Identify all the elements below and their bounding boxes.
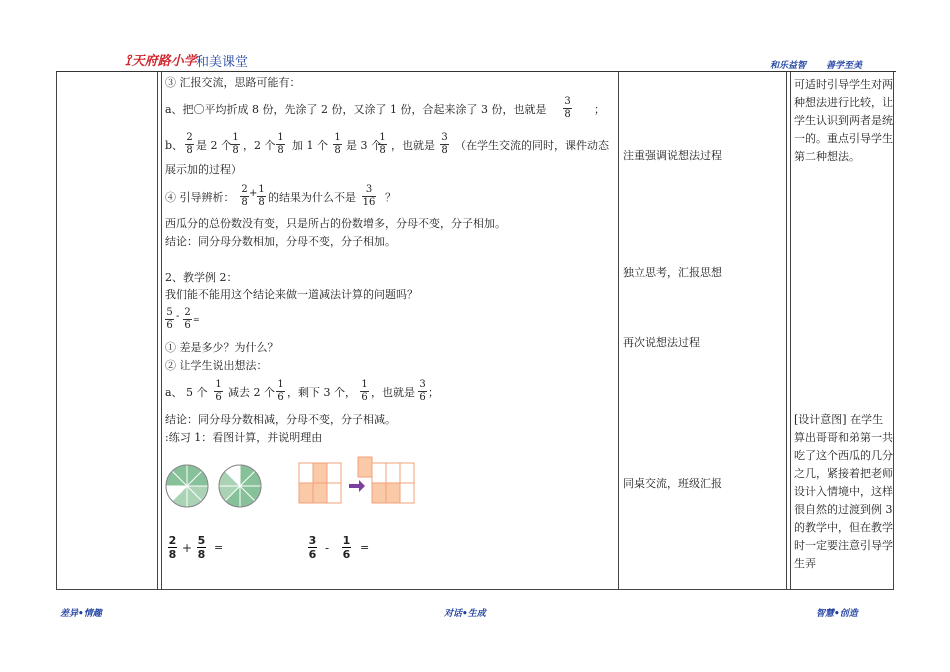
line-guide-discuss: ④ 引导辨析： [165,191,235,204]
line-conclusion-add: 结论：同分母分数相加，分母不变，分子相加。 [165,235,396,248]
table-divider-1 [157,72,158,590]
line-conclusion-sub: 结论：同分母分数相减，分母不变，分子相减。 [165,413,396,426]
table-divider-3 [786,72,787,590]
line-method-b-label: b、 [165,139,184,152]
grid-right [358,457,414,503]
fraction-1-8-c: 1 8 [334,132,341,156]
table-border-left [56,72,57,590]
line-method-a-end: ； [594,103,605,116]
text-courseware-note: （在学生交流的同时，课件动态 [455,139,609,152]
note-design-intent: [设计意图] 在学生算出哥哥和弟第一共吃了这个西瓜的几分之几，紧接着把老师设计入情境中，这样很自然的过渡到例 3 的教学中，但在教学时一定要注意引导学生弄 [794,413,893,570]
text-2: ，2 个 [243,139,276,152]
line-report-ideas: ③ 汇报交流，思路可能有： [165,76,301,89]
line-sub-a: a、 5 个 [165,386,208,399]
line-example-2: 2、教学例 2： [165,271,238,284]
line-explanation: 西瓜分的总份数没有变，只是所占的份数增多，分母不变，分子相加。 [165,217,506,230]
eq1-equals: = [214,541,224,554]
eq2-equals: = [360,541,370,554]
table-divider-3b [790,72,791,590]
activity-3: 再次说想法过程 [623,336,700,349]
fraction-3-6: 3 6 [419,379,426,403]
logo-text: 天府路小学 [131,54,197,69]
text-that-is-2: ，也就是 [371,386,415,399]
fraction-2-6: 2 6 [184,307,191,331]
pie-left [166,465,208,507]
school-logo [125,50,197,69]
text-minus-2: 减去 2 个 [228,386,275,399]
fraction-5-6: 5 6 [166,307,173,331]
activity-1: 注重强调说想法过程 [623,149,722,162]
fraction-3-8-b: 3 8 [441,132,448,156]
grid-left [299,463,341,503]
line-say-ideas: ② 让学生说出想法： [165,359,268,372]
eq1-plus: + [182,541,193,555]
text-is-2: 是 2 个 [196,139,232,152]
note-compare: 可适时引导学生对两种想法进行比较，让学生认识到两者是统一的。重点引导学生第二种想法。 [794,78,893,163]
page-title: 和美课堂 [196,55,249,70]
activity-2: 独立思考，汇报思想 [623,266,722,279]
text-that-is: ，也就是 [391,139,435,152]
eq1-fraction-5-8: 5 8 [197,534,206,561]
fraction-1-8-e: 1 8 [258,184,265,208]
text-plus-1: 加 1 个 [292,139,328,152]
fraction-1-6-a: 1 6 [215,379,222,403]
logo-mark-icon: ⟟ [125,51,131,69]
text-remain-3: ，剩下 3 个， [287,386,356,399]
eq1-fraction-2-8: 2 8 [168,534,177,561]
text-semicolon: ； [428,386,439,399]
table-bottom-rule [56,589,894,590]
op-minus: - [176,311,180,322]
fraction-2-8: 2 8 [186,132,193,156]
line-can-we: 我们能不能用这个结论来做一道减法计算的问题吗？ [165,288,418,301]
arrow-right-icon [349,480,365,492]
fraction-3-8: 3 8 [564,96,571,120]
fraction-1-8-b: 1 8 [277,132,284,156]
square-figures [297,455,422,510]
fraction-2-8-b: 2 8 [241,184,248,208]
footer-right: 智慧•创造 [816,609,858,619]
eq2-fraction-3-6: 3 6 [308,534,317,561]
line-difference: ① 差是多少？为什么？ [165,341,279,354]
op-plus: + [249,188,258,199]
eq2-fraction-1-6: 1 6 [342,534,351,561]
text-is-3: 是 3 个 [346,139,382,152]
line-show-process: 展示加的过程） [165,163,242,176]
activity-4: 同桌交流，班级汇报 [623,477,722,490]
footer-center: 对话•生成 [444,609,486,619]
text-question: ？ [385,191,396,204]
motto-right: 善学至美 [826,61,863,71]
header-rule [56,71,896,72]
line-method-a: a、把〇平均折成 8 份，先涂了 2 份，又涂了 1 份，合起来涂了 3 份，也就是 [165,103,547,116]
table-divider-1b [161,72,162,590]
pie-figures [165,462,265,512]
fraction-3-16: 3 16 [362,184,376,208]
line-exercise-1: :练习 1：看图计算，并说明理由 [165,431,323,444]
fraction-1-8-a: 1 8 [232,132,239,156]
table-divider-2 [618,72,619,590]
footer-left: 差异•情趣 [60,609,102,619]
pie-right [219,465,261,507]
op-equals: = [193,315,200,324]
fraction-1-6-c: 1 6 [361,379,368,403]
fraction-1-8-d: 1 8 [379,132,386,156]
fraction-1-6-b: 1 6 [277,379,284,403]
text-why-not: 的结果为什么不是 [268,191,356,204]
eq2-minus: - [325,541,330,555]
motto-left: 和乐益智 [770,61,807,71]
